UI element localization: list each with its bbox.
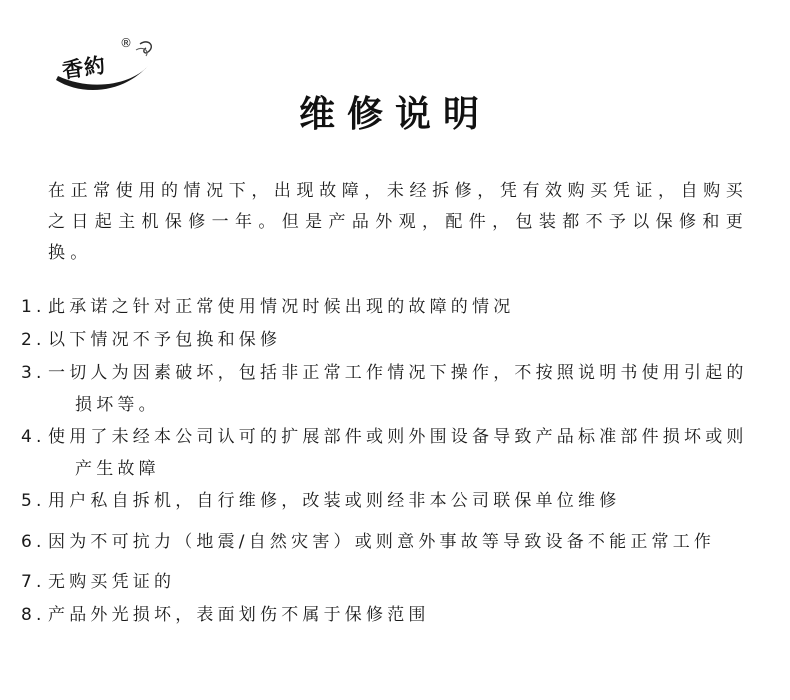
list-item-text: 因为不可抗力（地震/自然灾害）或则意外事故等导致设备不能正常工作 <box>48 532 716 552</box>
page-title: 维修说明 <box>298 93 491 135</box>
list-item: 8. 产品外光损坏，表面划伤不属于保修范围 <box>21 605 430 625</box>
list-item: 7. 无购买凭证的 <box>21 572 176 592</box>
intro-paragraph: 在正常使用的情况下，出现故障，未经拆修，凭有效购买凭证，自购买之日起主机保修一年。但是产品外观，配件，包装都不予以保修和更换。 <box>48 181 748 263</box>
list-item-text: 以下情况不予包换和保修 <box>48 330 282 350</box>
list-item-text: 产品外光损坏，表面划伤不属于保修范围 <box>48 605 430 625</box>
list-item-text: 无购买凭证的 <box>48 572 176 592</box>
list-item-text: 此承诺之针对正常使用情况时候出现的故障的情况 <box>48 297 515 317</box>
list-item: 3. 一切人为因素破坏，包括非正常工作情况下操作，不按照说明书使用引起的损坏等。 <box>21 363 748 415</box>
list-item: 4. 使用了未经本公司认可的扩展部件或则外围设备导致产品标准部件损坏或则产生故障 <box>21 427 748 479</box>
list-item: 5. 用户私自拆机，自行维修，改装或则经非本公司联保单位维修 <box>21 491 621 511</box>
list-item: 1. 此承诺之针对正常使用情况时候出现的故障的情况 <box>21 297 515 317</box>
logo-text: 香約 <box>60 52 108 83</box>
registered-mark: ® <box>120 36 132 50</box>
list-item: 6. 因为不可抗力（地震/自然灾害）或则意外事故等导致设备不能正常工作 <box>21 532 716 552</box>
list-item: 2. 以下情况不予包换和保修 <box>21 330 282 350</box>
list-item-text: 用户私自拆机，自行维修，改装或则经非本公司联保单位维修 <box>48 491 621 511</box>
list-item-text: 一切人为因素破坏，包括非正常工作情况下操作，不按照说明书使用引起的损坏等。 <box>48 363 748 415</box>
list-item-text: 使用了未经本公司认可的扩展部件或则外围设备导致产品标准部件损坏或则产生故障 <box>48 427 748 479</box>
repair-conditions-list <box>21 291 748 632</box>
